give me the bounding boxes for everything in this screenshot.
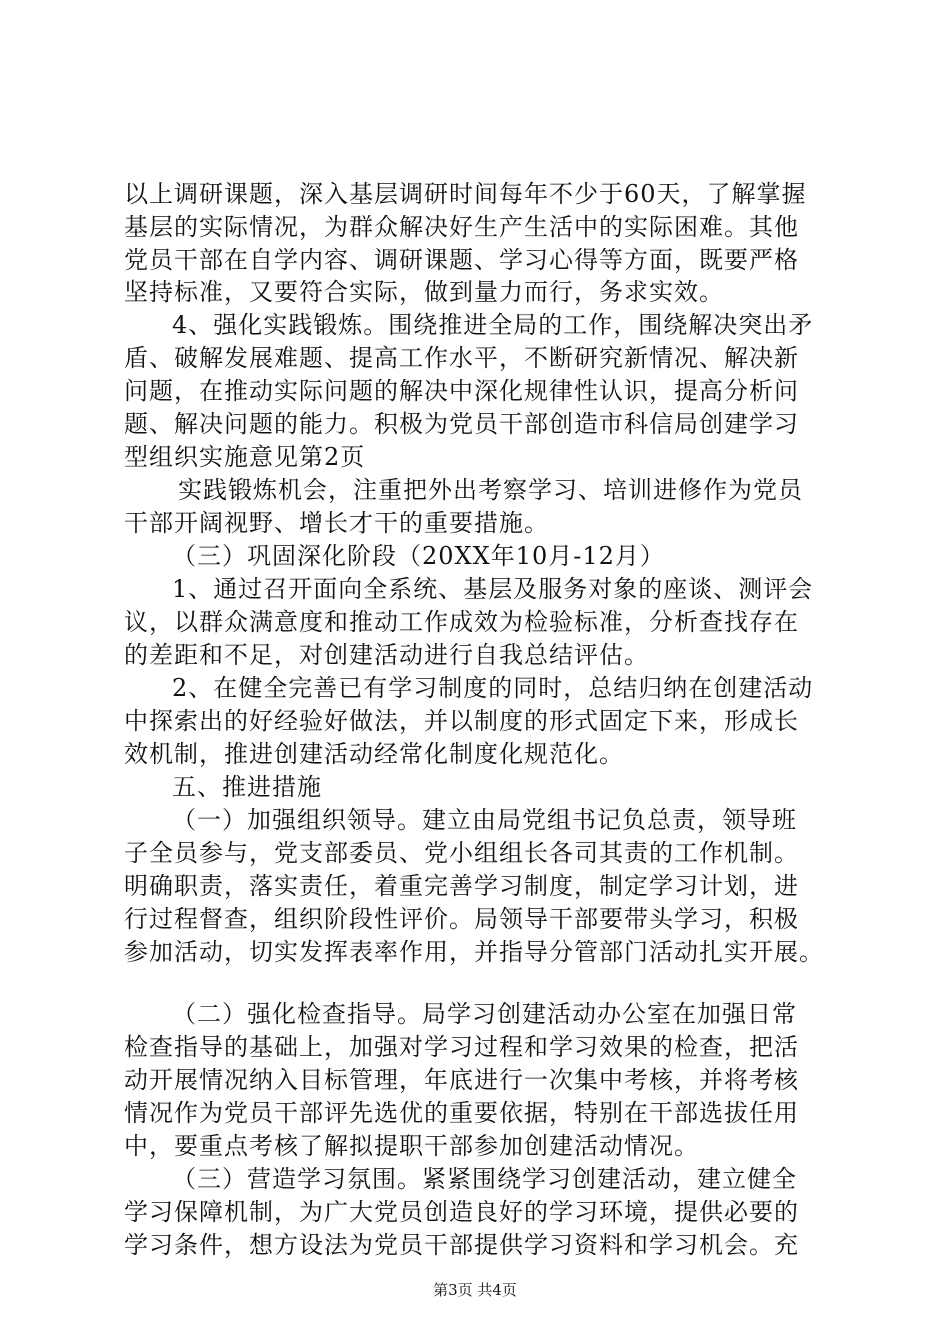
text-line: 学习保障机制，为广大党员创造良好的学习环境，提供必要的 (124, 1198, 799, 1226)
text-line: 题、解决问题的能力。积极为党员干部创造市科信局创建学习 (124, 410, 799, 438)
text-line: 实践锻炼机会，注重把外出考察学习、培训进修作为党员 (178, 476, 803, 504)
text-line: 效机制，推进创建活动经常化制度化规范化。 (124, 740, 624, 768)
text-line: 盾、破解发展难题、提高工作水平，不断研究新情况、解决新 (124, 344, 799, 372)
text-line: 行过程督查，组织阶段性评价。局领导干部要带头学习，积极 (124, 905, 799, 933)
text-line: 2、在健全完善已有学习制度的同时，总结归纳在创建活动 (172, 674, 814, 702)
page-number: 第3页 共4页 (433, 1281, 517, 1299)
text-line: 子全员参与，党支部委员、党小组组长各司其责的工作机制。 (124, 839, 799, 867)
text-line: 检查指导的基础上，加强对学习过程和学习效果的检查，把活 (124, 1033, 799, 1061)
text-line: 干部开阔视野、增长才干的重要措施。 (124, 509, 549, 537)
section-heading: 五、推进措施 (172, 773, 322, 801)
text-line: 参加活动，切实发挥表率作用，并指导分管部门活动扎实开展。 (124, 938, 824, 966)
text-line: 以上调研课题，深入基层调研时间每年不少于60天，了解掌握 (124, 180, 807, 208)
text-line: （一）加强组织领导。建立由局党组书记负总责，领导班 (172, 806, 797, 834)
text-line: 4、强化实践锻炼。围绕推进全局的工作，围绕解决突出矛 (172, 311, 814, 339)
text-line: （二）强化检查指导。局学习创建活动办公室在加强日常 (172, 1000, 797, 1028)
text-line: 1、通过召开面向全系统、基层及服务对象的座谈、测评会 (172, 575, 814, 603)
text-line: 问题，在推动实际问题的解决中深化规律性认识，提高分析问 (124, 377, 799, 405)
text-line: 党员干部在自学内容、调研课题、学习心得等方面，既要严格 (124, 246, 799, 274)
text-line: 的差距和不足，对创建活动进行自我总结评估。 (124, 641, 649, 669)
text-line: 明确职责，落实责任，着重完善学习制度，制定学习计划，进 (124, 872, 799, 900)
text-line: 基层的实际情况，为群众解决好生产生活中的实际困难。其他 (124, 213, 799, 241)
text-line: 型组织实施意见第2页 (124, 443, 366, 471)
text-line: 中，要重点考核了解拟提职干部参加创建活动情况。 (124, 1132, 699, 1160)
text-line: 动开展情况纳入目标管理，年底进行一次集中考核，并将考核 (124, 1066, 799, 1094)
page-footer (0, 1280, 950, 1300)
text-line: （三）营造学习氛围。紧紧围绕学习创建活动，建立健全 (172, 1165, 797, 1193)
text-line: 议，以群众满意度和推动工作成效为检验标准，分析查找存在 (124, 608, 799, 636)
section-heading: （三）巩固深化阶段（20XX年10月-12月） (172, 542, 665, 570)
text-line: 中探索出的好经验好做法，并以制度的形式固定下来，形成长 (124, 707, 799, 735)
text-line: 学习条件，想方设法为党员干部提供学习资料和学习机会。充 (124, 1231, 799, 1259)
text-line: 情况作为党员干部评先选优的重要依据，特别在干部选拔任用 (124, 1099, 799, 1127)
text-line: 坚持标准，又要符合实际，做到量力而行，务求实效。 (124, 278, 724, 306)
